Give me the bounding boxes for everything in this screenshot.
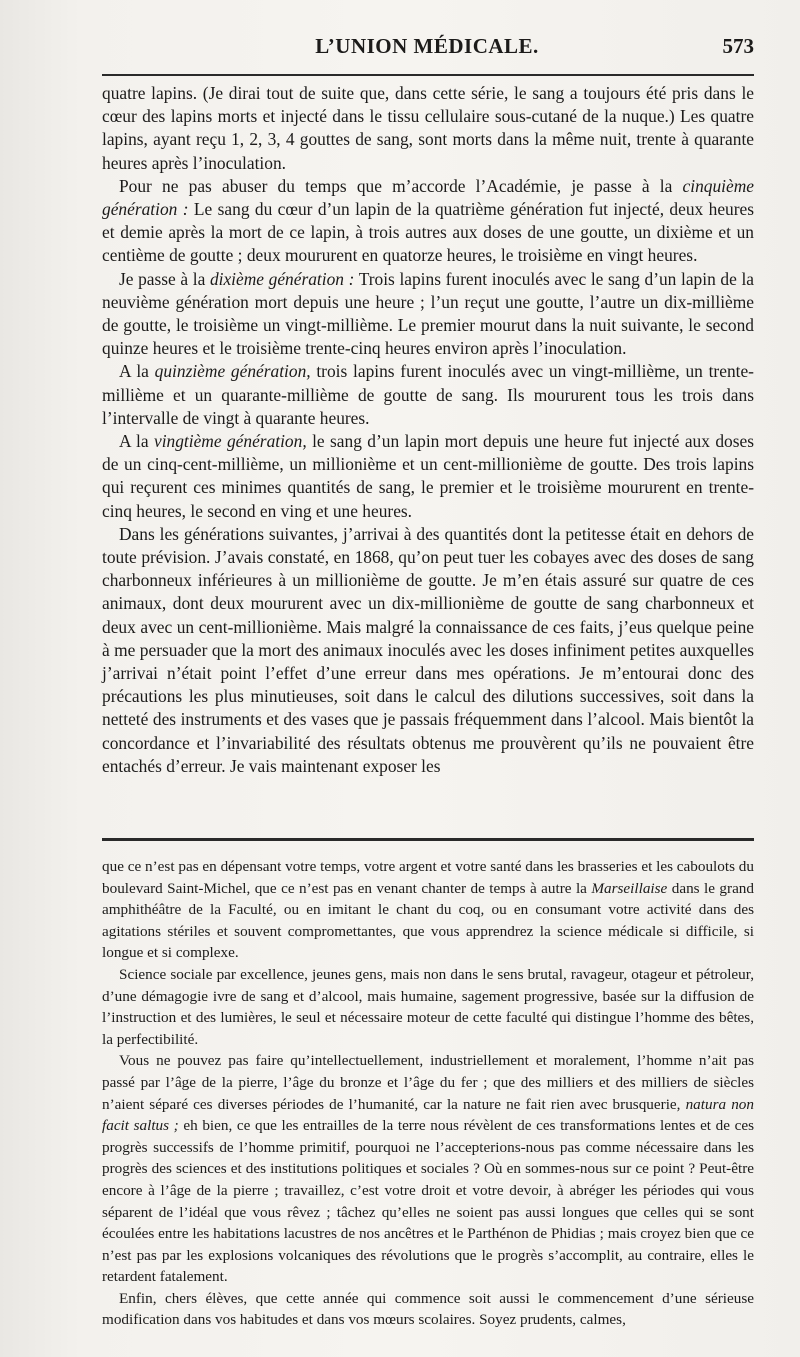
paragraph-1: quatre lapins. (Je dirai tout de suite que, dans cette série, le sang a toujours été pris dans le cœur des lapins morts et injecté dans le tissu cellulaire sous-cutané de la nuque.) Les quatre lapins, ayant reçu 1, 2, 3, 4 gouttes de sang, sont morts dans la même nuit, trente à quarante heures après l’inoculation. bbox=[102, 83, 754, 173]
emphasis: quinzième génération, bbox=[154, 361, 311, 382]
paragraph-2: Pour ne pas abuser du temps que m’accorde l’Académie, je passe à la cinquième génération : Le sang du cœur d’un lapin de la quatrième génération fut injecté, deux heures et demie après la mort de ce lapin, à trois autres aux doses de une goutte, un dixième et un centième de goutte ; deux moururent en quatorze heures, le troisième en vingt heures. bbox=[102, 175, 755, 266]
emphasis: cinquième génération : bbox=[102, 175, 754, 220]
paragraph-6: Dans les générations suivantes, j’arrivai à des quantités dont la petitesse était en dehors de toute prévision. J’avais constaté, en 1868, qu’on peut tuer les cobayes avec des doses de sang charbonneux inférieures à un millionième de goutte. Je m’en étais assuré sur quatre de ces animaux, dont deux moururent avec un dix-millionième de goutte de sang charbonneux et deux avec un cent-millionième. Mais malgré la connaissance de ces faits, j’eus quelque peine à me persuader que la mort des animaux inoculés avec les doses infiniment petites auxquelles j’arrivai n’était point l’effet d’une erreur dans mes opérations. Je m’entourai donc des précautions les plus minutieuses, soit dans le calcul des dilutions successives, soit dans la netteté des instruments et des vases que je passais fréquemment dans l’alcool. Mais bientôt la concordance et l’invariabilité des résultats obtenus me prouvèrent qu’ils ne pouvaient être entachés d’erreur. Je vais maintenant exposer les bbox=[102, 523, 754, 776]
emphasis: natura non facit saltus ; bbox=[102, 1095, 754, 1135]
note-paragraph-2: Science sociale par excellence, jeunes gens, mais non dans le sens brutal, ravageur, otageur et pétroleur, d’une démagogie ivre de sang et d’alcool, mais humaine, sagement progressive, basée sur la diffusion de l’instruction et des lumières, le seul et nécessaire moteur de cette faculté qui distingue l’homme des bêtes, la perfectibilité. bbox=[102, 965, 754, 1048]
note-paragraph-4: Enfin, chers élèves, que cette année qui commence soit aussi le commencement d’une sérieuse modification dans vos habitudes et dans vos mœurs scolaires. Soyez prudents, calmes, bbox=[102, 1289, 754, 1329]
journal-title: L’UNION MÉDICALE. bbox=[315, 34, 539, 58]
paragraph-3: Je passe à la dixième génération : Trois lapins furent inoculés avec le sang d’un lapin de la neuvième génération mort depuis une heure ; l’un reçut une goutte, l’autre un dix-millième de goutte, le troisième un vingt-millième. Le premier mourut dans la nuit suivante, le second quinze heures et le troisième trente-cinq heures environ après l’inoculation. bbox=[102, 268, 754, 359]
note-paragraph-3: Vous ne pouvez pas faire qu’intellectuellement, industriellement et moralement, l’homme n’ait pas passé par l’âge de la pierre, l’âge du bronze et l’âge du fer ; que des milliers et des milliers de siècles n’aient séparé ces diverses périodes de l’humanité, car la nature ne fait rien avec brusquerie, natura non facit saltus ; eh bien, ce que les entrailles de la terre nous révèlent de ces transformations lentes et de ces progrès successifs de l’homme primitif, pourquoi ne l’accepterions-nous pas comme nécessaire dans les progrès des sciences et des institutions politiques et sociales ? Où en sommes-nous sur ce point ? Peut-être encore à l’âge de la pierre ; travaillez, c’est votre droit et votre devoir, à abréger les périodes qui vous séparent de l’idéal que vous rêvez ; tâchez qu’elles ne soient pas aussi longues que celles qui se sont écoulées entre les habitations lacustres de nos ancêtres et le Parthénon de Phidias ; mais croyez bien que ce n’est pas par les explosions volcaniques des révolutions que le progrès s’accomplit, au contraire, elles le retardent fatalement. bbox=[102, 1052, 754, 1286]
paragraph-4: A la quinzième génération, trois lapins furent inoculés avec un vingt-millième, un trente-millième et un quarante-millième de goutte de sang. Ils moururent tous les trois dans l’intervalle de vingt à quarante heures. bbox=[102, 361, 754, 428]
running-header bbox=[100, 34, 754, 64]
footnote-rule bbox=[102, 838, 754, 841]
note-paragraph-1: que ce n’est pas en dépensant votre temps, votre argent et votre santé dans les brasseries et les caboulots du boulevard Saint-Michel, que ce n’est pas en venant chanter de temps à autre la Marseillaise dans le grand amphithéâtre de la Faculté, ou en imitant le chant du coq, ou en consumant votre activité dans des agitations stériles et souvent compromettantes, que vous apprendrez la science médicale si difficile, si longue et si complexe. bbox=[102, 858, 754, 962]
page-number: 573 bbox=[722, 34, 754, 58]
main-text bbox=[102, 82, 754, 778]
paragraph-5: A la vingtième génération, le sang d’un lapin mort depuis une heure fut injecté aux doses de un cinq-cent-millième, un millionième et un cent-millionième de goutte. Des trois lapins qui reçurent ces minimes quantités de sang, le premier et le troisième moururent en trente-cinq heures, le second en ving et une heures. bbox=[102, 431, 754, 521]
emphasis: dixième génération : bbox=[209, 268, 355, 289]
footnote-text bbox=[102, 856, 754, 1331]
header-rule bbox=[102, 74, 754, 76]
emphasis: Marseillaise bbox=[591, 879, 668, 897]
emphasis: vingtième génération, bbox=[153, 431, 307, 452]
